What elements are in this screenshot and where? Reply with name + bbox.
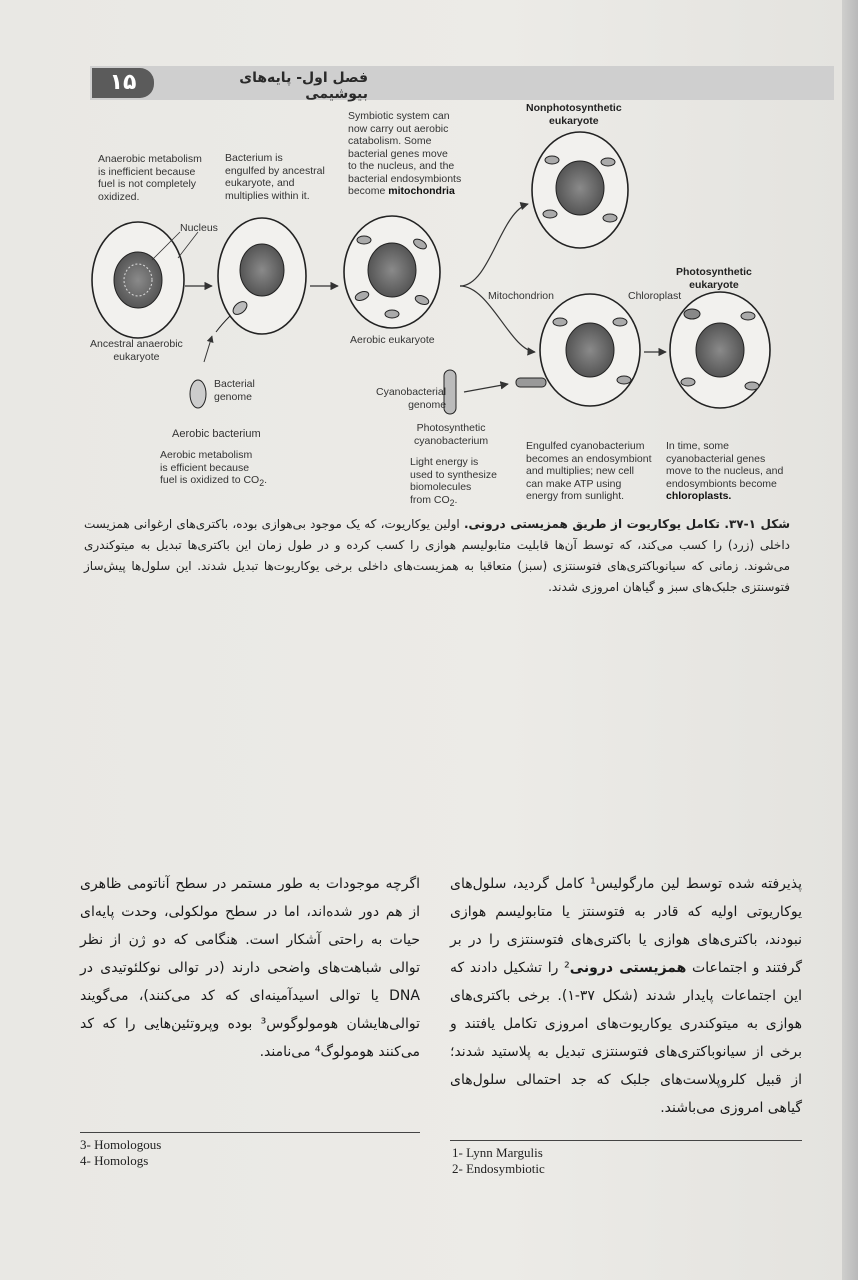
ancestral-cell: [92, 222, 184, 338]
page-edge: [842, 0, 858, 1280]
aerobic-cell: [344, 216, 440, 328]
label-nonphotosynthetic: Nonphotosynthetic eukaryote: [526, 102, 622, 127]
label-ancestral: Ancestral anaerobic eukaryote: [90, 338, 183, 363]
cyanobacterium: [444, 370, 508, 414]
label-aerobic-bacterium: Aerobic bacterium: [172, 428, 261, 440]
label-symbiotic-system: Symbiotic system can now carry out aerobic catabolism. Some bacterial genes move to the nucleus, and the bacterial endosymbionts become mitochondria: [348, 110, 462, 197]
footnote-2: 2- Endosymbiotic: [452, 1161, 545, 1176]
footnote-1: 1- Lynn Margulis: [452, 1145, 543, 1160]
label-engulfed-cyano: Engulfed cyanobacterium becomes an endosymbiont and multiplies; new cell can make ATP using energy from sunlight.: [526, 440, 652, 502]
label-aerobic-metabolism: Aerobic metabolism is efficient because fuel is oxidized to $CO_2$.: [160, 449, 268, 489]
label-bacterial-genome: Bacterial genome: [214, 378, 255, 403]
nonphotosynthetic-cell: [532, 132, 628, 248]
footnote-3: 3- Homologous: [80, 1137, 162, 1152]
cyanobacterium-host-cell: [516, 294, 640, 406]
label-bacterium-engulfed: Bacterium is engulfed by ancestral eukaryote, and multiplies within it.: [225, 152, 325, 202]
label-photosynthetic-cyano: Photosynthetic cyanobacterium: [414, 422, 489, 447]
footnote-rule-left: [80, 1132, 420, 1133]
photosynthetic-cell: [670, 292, 770, 408]
label-in-time: In time, some cyanobacterial genes move to the nucleus, and endosymbionts become chloroplasts.: [666, 440, 784, 502]
label-light-energy: Light energy is used to synthesize biomolecules from $CO_2$.: [410, 456, 497, 508]
figure-endosymbiosis: [80, 100, 790, 510]
footnote-rule-right: [450, 1140, 802, 1141]
chapter-title: فصل اول- پایه‌های بیوشیمی: [239, 70, 368, 102]
page-number: ۱۵: [92, 68, 154, 98]
body-column-left: اگرچه موجودات به طور مستمر در سطح آناتومی ظاهری از هم دور شده‌اند، اما در سطح مولکولی، وحدت پایه‌ای حیات به راحتی آشکار است. هنگامی که دو ژن از نظر توالی شباهت‌های واضحی دارند (در توالی نوکلئوتیدی در DNA یا توالی اسیدآمینه‌ای که کد می‌کنند)، می‌گویند توالی‌هایشان هومولوگوس³ بوده وپروتئین‌هایی را که کد می‌کنند هومولوگ⁴ می‌نامند.: [80, 876, 420, 1060]
aerobic-bacterium: [190, 336, 212, 408]
label-aerobic-eukaryote: Aerobic eukaryote: [350, 334, 435, 346]
body-column-right: پذیرفته شده توسط لین مارگولیس¹ کامل گردید، سلول‌های یوکاریوتی اولیه که قادر به فتوسنتز یا متابولیسم هوازی نبودند، باکتری‌های هوازی یا باکتری‌های فتوسنتزی را در بر گرفتند و اجتماعات همزیستی درونی² را تشکیل دادند که این اجتماعات پایدار شدند (شکل ۳۷-۱). برخی باکتری‌های هوازی به میتوکندری یوکاریوت‌های امروزی تکامل یافتند و برخی از سیانوباکتری‌های فتوسنتزی تبدیل به پلاستید شدند؛ از قبیل کلروپلاست‌های جلبک که جد احتمالی سلول‌های گیاهی امروزی می‌باشند.: [450, 876, 803, 1116]
engulfing-cell: [216, 218, 306, 334]
label-cyano-genome: Cyanobacterial genome: [376, 386, 447, 411]
label-photosynthetic: Photosynthetic eukaryote: [676, 266, 752, 291]
figure-caption: شکل ۱-۳۷. تکامل یوکاریوت از طریق همزیستی درونی. اولین یوکاریوت، که یک موجود بی‌هوازی بوده، باکتری‌های ارغوانی همزیست داخلی (زرد) را کسب می‌کند، که توسط آن‌ها قابلیت متابولیسم هوازی را کسب کرده و در طول زمان این باکتری‌ها تبدیل به میتوکندری می‌شوند. زمانی که سیانوباکتری‌های فتوسنتزی (سبز) متعاقبا به همزیست‌های داخلی برخی یوکاریوت‌ها تبدیل شدند. این سلول‌ها پیش‌ساز فتوسنتزی جلبک‌های سبز و گیاهان امروزی شدند.: [84, 517, 791, 594]
label-mitochondrion: Mitochondrion: [488, 290, 554, 302]
label-chloroplast: Chloroplast: [628, 290, 682, 302]
footnote-4: 4- Homologs: [80, 1153, 149, 1168]
label-anaerobic-metabolism: Anaerobic metabolism is inefficient because fuel is not completely oxidized.: [98, 153, 202, 203]
label-nucleus: Nucleus: [180, 222, 218, 234]
